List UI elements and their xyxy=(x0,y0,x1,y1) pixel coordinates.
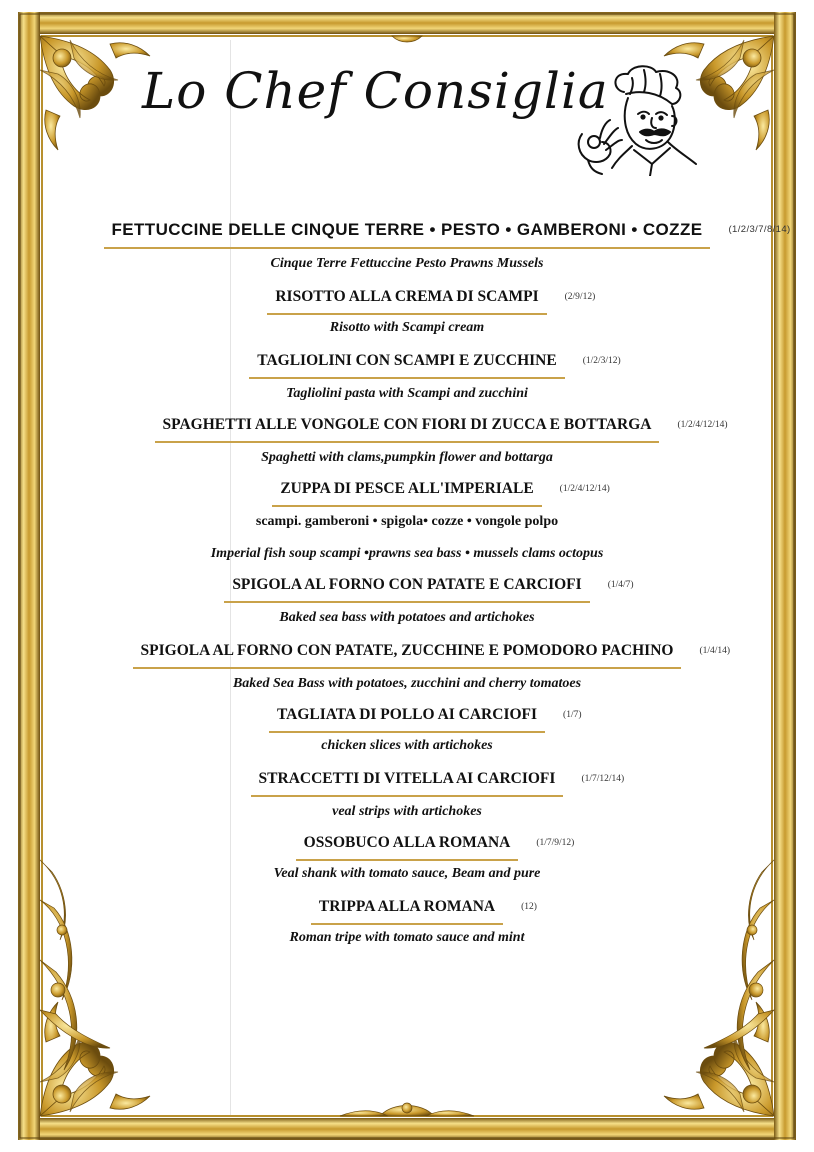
dish-name: TAGLIOLINI CON SCAMPI E ZUCCHINE (1/2/3/12) xyxy=(249,352,564,379)
dish-description: Imperial fish soup scampi •prawns sea bass • mussels clams octopus xyxy=(210,546,604,561)
dish-name: RISOTTO ALLA CREMA DI SCAMPI (2/9/12) xyxy=(267,288,546,315)
allergen-codes: (1/7/12/14) xyxy=(581,774,625,784)
page-title: Lo Chef Consiglia xyxy=(142,62,609,120)
dish-description-italian: scampi. gamberoni • spigola• cozze • vongole polpo xyxy=(255,514,559,529)
allergen-codes: (1/4/7) xyxy=(607,580,634,590)
allergen-codes: (1/2/4/12/14) xyxy=(559,484,610,494)
dish-row xyxy=(0,834,814,861)
dish-row xyxy=(0,288,814,315)
dish-description: Baked Sea Bass with potatoes, zucchini and cherry tomatoes xyxy=(232,676,582,691)
dish-name: TRIPPA ALLA ROMANA (12) xyxy=(311,898,503,925)
allergen-codes: (12) xyxy=(521,902,537,912)
dish-description: Roman tripe with tomato sauce and mint xyxy=(289,930,525,945)
dish-description: Tagliolini pasta with Scampi and zucchini xyxy=(286,386,528,401)
dish-row xyxy=(0,416,814,443)
dish-name: SPAGHETTI ALLE VONGOLE CON FIORI DI ZUCCA E BOTTARGA (1/2/4/12/14) xyxy=(155,416,660,443)
dish-row xyxy=(0,770,814,797)
dish-name: STRACCETTI DI VITELLA AI CARCIOFI (1/7/12/14) xyxy=(251,770,564,797)
chef-illustration-icon xyxy=(572,64,702,176)
allergen-codes: (2/9/12) xyxy=(564,292,596,302)
dish-name: TAGLIATA DI POLLO AI CARCIOFI (1/7) xyxy=(269,706,545,733)
allergen-codes: (1/2/3/7/8/14) xyxy=(728,224,791,235)
dish-description: veal strips with artichokes xyxy=(332,804,482,819)
dish-name: OSSOBUCO ALLA ROMANA (1/7/9/12) xyxy=(296,834,519,861)
dish-row xyxy=(0,220,814,249)
dish-row xyxy=(0,576,814,603)
dish-row xyxy=(0,352,814,379)
allergen-codes: (1/7/9/12) xyxy=(536,838,575,848)
dish-name: FETTUCCINE DELLE CINQUE TERRE • PESTO • GAMBERONI • COZZE (1/2/3/7/8/14) xyxy=(104,220,711,249)
dish-description: Risotto with Scampi cream xyxy=(329,320,485,335)
dish-description: Spaghetti with clams,pumpkin flower and bottarga xyxy=(261,450,553,465)
dish-row xyxy=(0,898,814,925)
dish-description: Veal shank with tomato sauce, Beam and pure xyxy=(273,866,541,881)
dish-name: ZUPPA DI PESCE ALL'IMPERIALE (1/2/4/12/14) xyxy=(272,480,541,507)
allergen-codes: (1/7) xyxy=(563,710,582,720)
dish-description: Cinque Terre Fettuccine Pesto Prawns Mussels xyxy=(270,256,544,271)
allergen-codes: (1/4/14) xyxy=(699,646,731,656)
dish-row xyxy=(0,480,814,507)
dish-description: Baked sea bass with potatoes and artichokes xyxy=(279,610,535,625)
allergen-codes: (1/2/4/12/14) xyxy=(677,420,728,430)
dish-row xyxy=(0,642,814,669)
dish-row xyxy=(0,706,814,733)
allergen-codes: (1/2/3/12) xyxy=(582,356,621,366)
dish-description: chicken slices with artichokes xyxy=(321,738,493,753)
dish-name: SPIGOLA AL FORNO CON PATATE E CARCIOFI (1/4/7) xyxy=(224,576,589,603)
dish-name: SPIGOLA AL FORNO CON PATATE, ZUCCHINE E POMODORO PACHINO (1/4/14) xyxy=(133,642,682,669)
